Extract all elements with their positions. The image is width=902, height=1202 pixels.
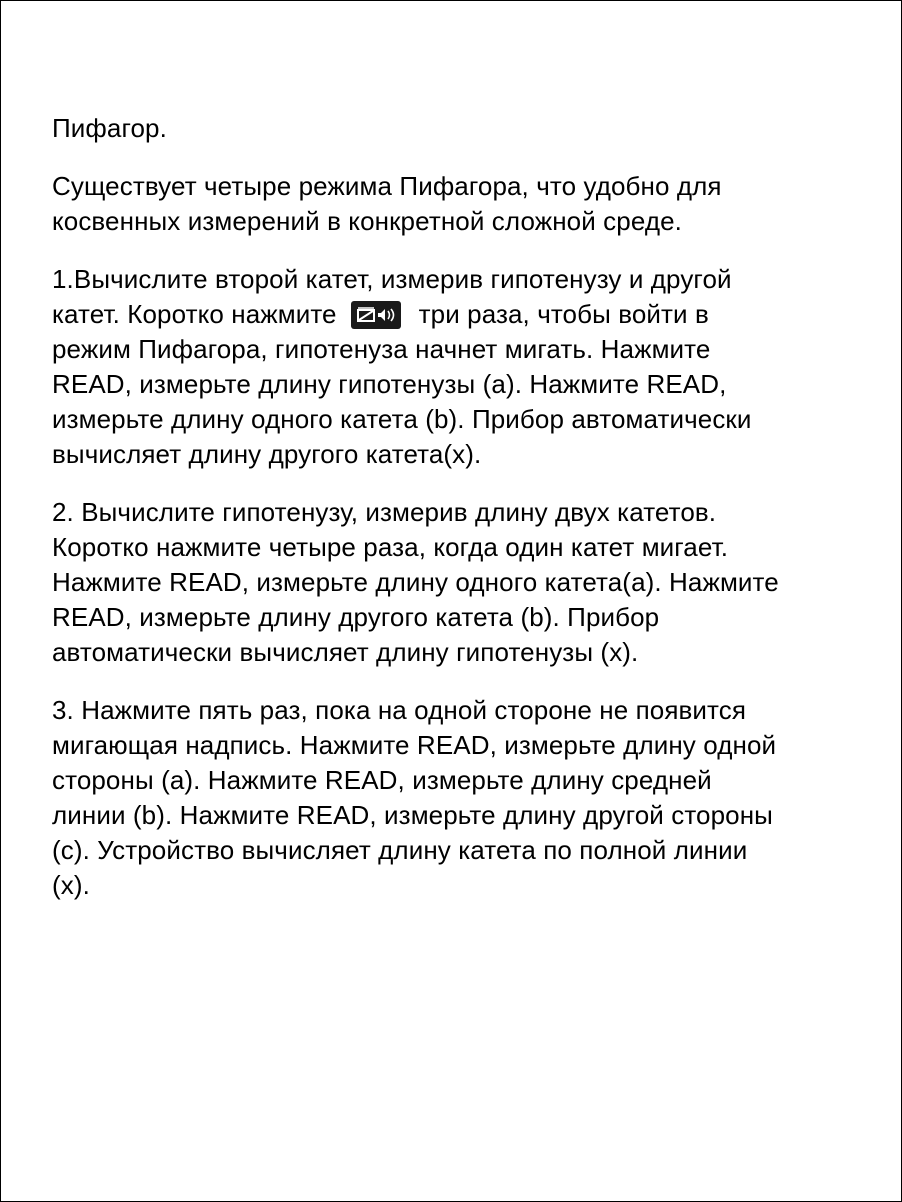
mode1-paragraph — [52, 262, 852, 472]
mode1-line: режим Пифагора, гипотенуза начнет мигать. Нажмите — [52, 334, 711, 364]
mode2-paragraph — [52, 495, 852, 670]
mode3-line: (c). Устройство вычисляет длину катета по полной линии — [52, 835, 748, 865]
mode3-line: мигающая надпись. Нажмите READ, измерьте длину одной — [52, 730, 777, 760]
mode3-line: 3. Нажмите пять раз, пока на одной стороне не появится — [52, 695, 747, 725]
mode1-line: катет. Коротко нажмите — [52, 299, 337, 329]
mode1-line: 1.Вычислите второй катет, измерив гипотенузу и другой — [52, 264, 732, 294]
mode3-line: линии (b). Нажмите READ, измерьте длину другой стороны — [52, 800, 773, 830]
mode1-line: вычисляет длину другого катета(x). — [52, 439, 482, 469]
mode2-line: 2. Вычислите гипотенузу, измерив длину двух катетов. — [52, 497, 717, 527]
mode3-paragraph — [52, 693, 852, 903]
title-text: Пифагор. — [52, 113, 167, 143]
mode2-line: Нажмите READ, измерьте длину одного катета(a). Нажмите — [52, 567, 779, 597]
mode2-line: READ, измерьте длину другого катета (b). Прибор — [52, 602, 660, 632]
intro-line: Существует четыре режима Пифагора, что удобно для — [52, 171, 722, 201]
document-title — [52, 111, 852, 146]
intro-line: косвенных измерений в конкретной сложной среде. — [52, 206, 682, 236]
mode1-line: READ, измерьте длину гипотенузы (a). Нажмите READ, — [52, 369, 727, 399]
mode1-line: измерьте длину одного катета (b). Прибор автоматически — [52, 404, 752, 434]
measure-mode-sound-icon — [351, 301, 401, 329]
mode3-line: (x). — [52, 870, 90, 900]
mode3-line: стороны (a). Нажмите READ, измерьте длину средней — [52, 765, 712, 795]
document-content — [52, 111, 852, 926]
mode2-line: автоматически вычисляет длину гипотенузы (x). — [52, 637, 639, 667]
mode2-line: Коротко нажмите четыре раза, когда один катет мигает. — [52, 532, 729, 562]
mode1-line: три раза, чтобы войти в — [418, 299, 709, 329]
intro-paragraph — [52, 169, 852, 239]
